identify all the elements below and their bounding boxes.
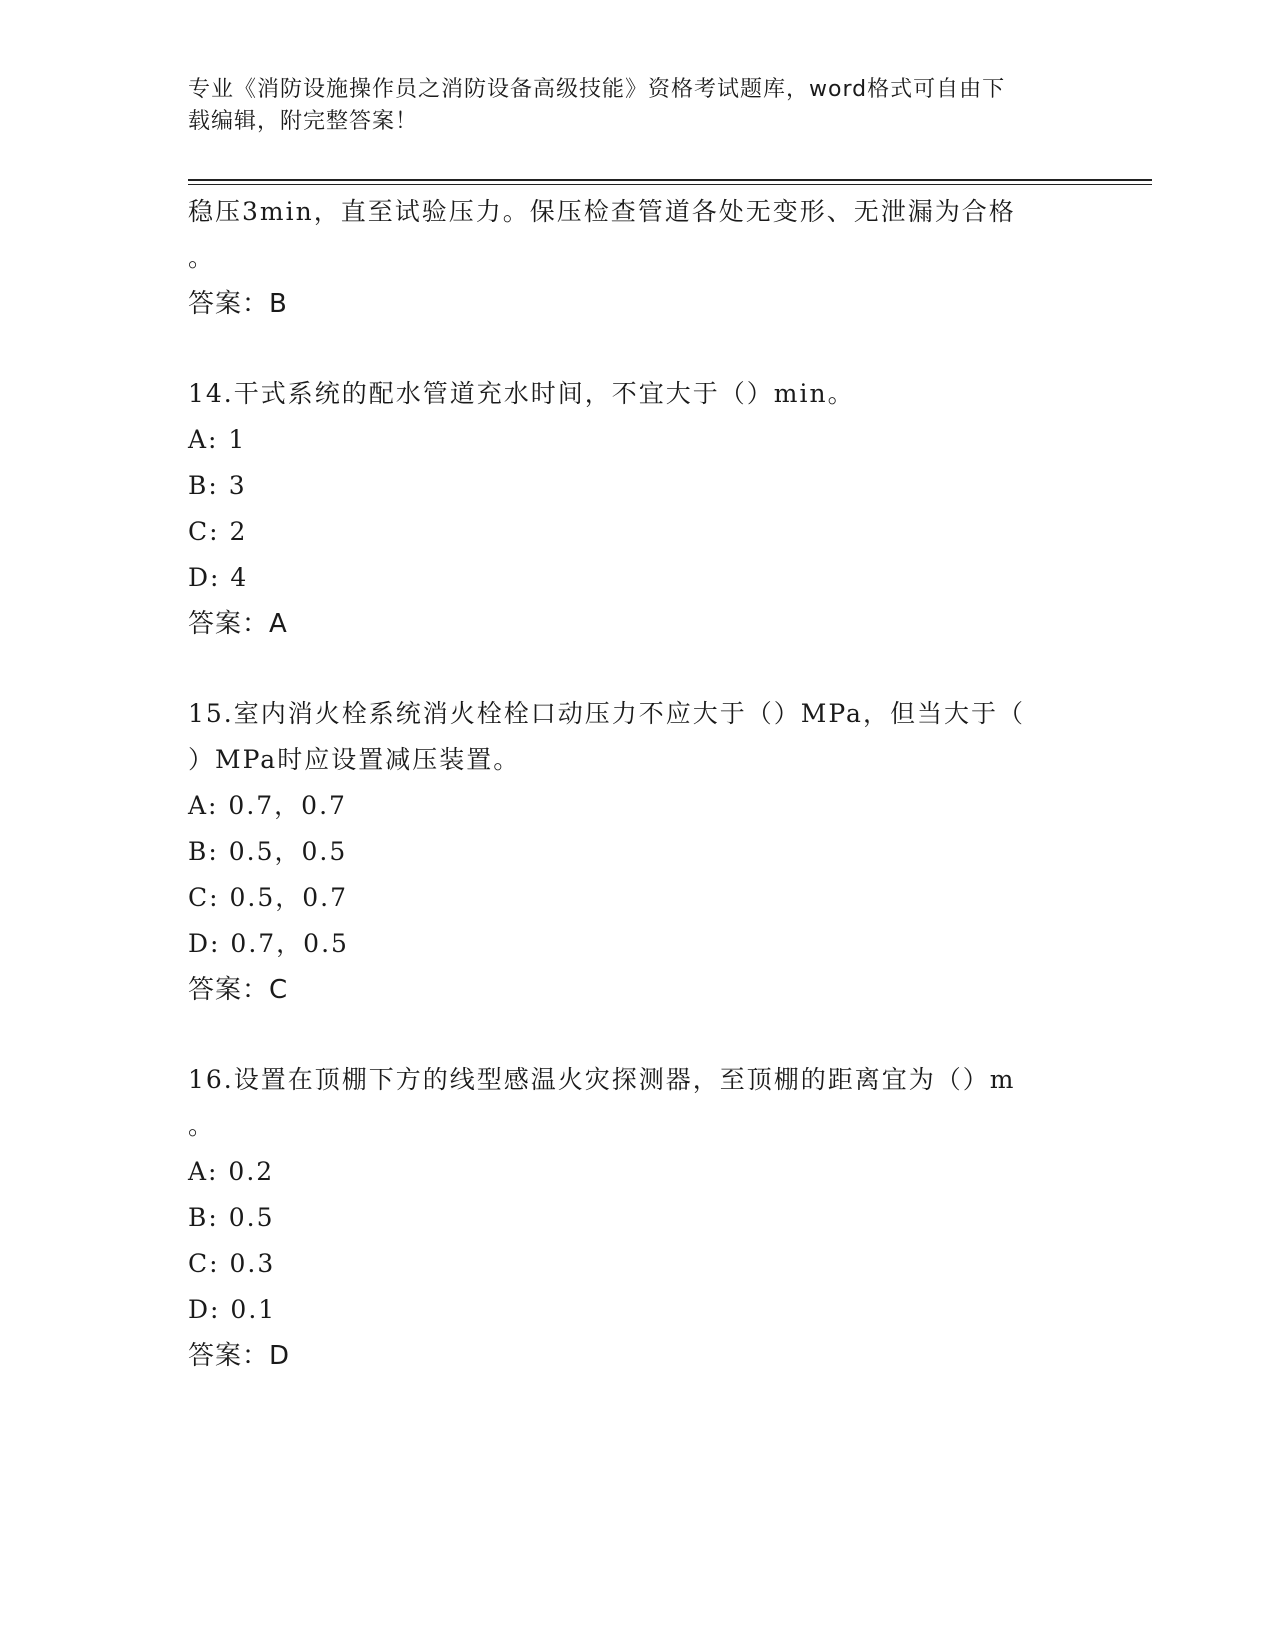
continuation-line: 。	[188, 243, 216, 272]
option-c: C: 0.3	[188, 1249, 276, 1278]
option-a: A: 0.7，0.7	[188, 791, 347, 820]
answer-label: 答案：C	[188, 975, 289, 1005]
document-body	[188, 189, 1068, 1379]
question-text: 。	[188, 1111, 216, 1140]
spacer	[188, 1013, 1068, 1057]
answer-label: 答案：A	[188, 609, 288, 639]
option-b: B: 0.5，0.5	[188, 837, 348, 866]
option-b: B: 0.5	[188, 1203, 275, 1232]
spacer	[188, 647, 1068, 691]
document-header: 专业《消防设施操作员之消防设备高级技能》资格考试题库，word格式可自由下 载编辑，附完整答案！	[188, 77, 1006, 134]
question-16	[188, 1057, 1068, 1379]
option-d: D: 0.7，0.5	[188, 929, 349, 958]
answer-label: 答案：D	[188, 1341, 291, 1371]
question-text: ）MPa时应设置减压装置。	[188, 745, 521, 774]
question-text: 14.干式系统的配水管道充水时间，不宜大于（）min。	[188, 379, 855, 408]
option-c: C: 0.5，0.7	[188, 883, 349, 912]
option-c: C: 2	[188, 517, 248, 546]
option-d: D: 4	[188, 563, 249, 592]
header-divider-thin	[188, 184, 1152, 185]
answer-label: 答案：B	[188, 289, 288, 319]
option-d: D: 0.1	[188, 1295, 277, 1324]
question-text: 15.室内消火栓系统消火栓栓口动压力不应大于（）MPa，但当大于（	[188, 699, 1025, 728]
question-15	[188, 691, 1068, 1013]
question-text: 16.设置在顶棚下方的线型感温火灾探测器，至顶棚的距离宜为（）m	[188, 1065, 1016, 1094]
option-a: A: 1	[188, 425, 247, 454]
continuation-block	[188, 189, 1068, 327]
header-divider-thick	[188, 179, 1152, 181]
question-14	[188, 371, 1068, 647]
option-b: B: 3	[188, 471, 247, 500]
spacer	[188, 327, 1068, 371]
continuation-line: 稳压3min，直至试验压力。保压检查管道各处无变形、无泄漏为合格	[188, 197, 1016, 226]
option-a: A: 0.2	[188, 1157, 275, 1186]
